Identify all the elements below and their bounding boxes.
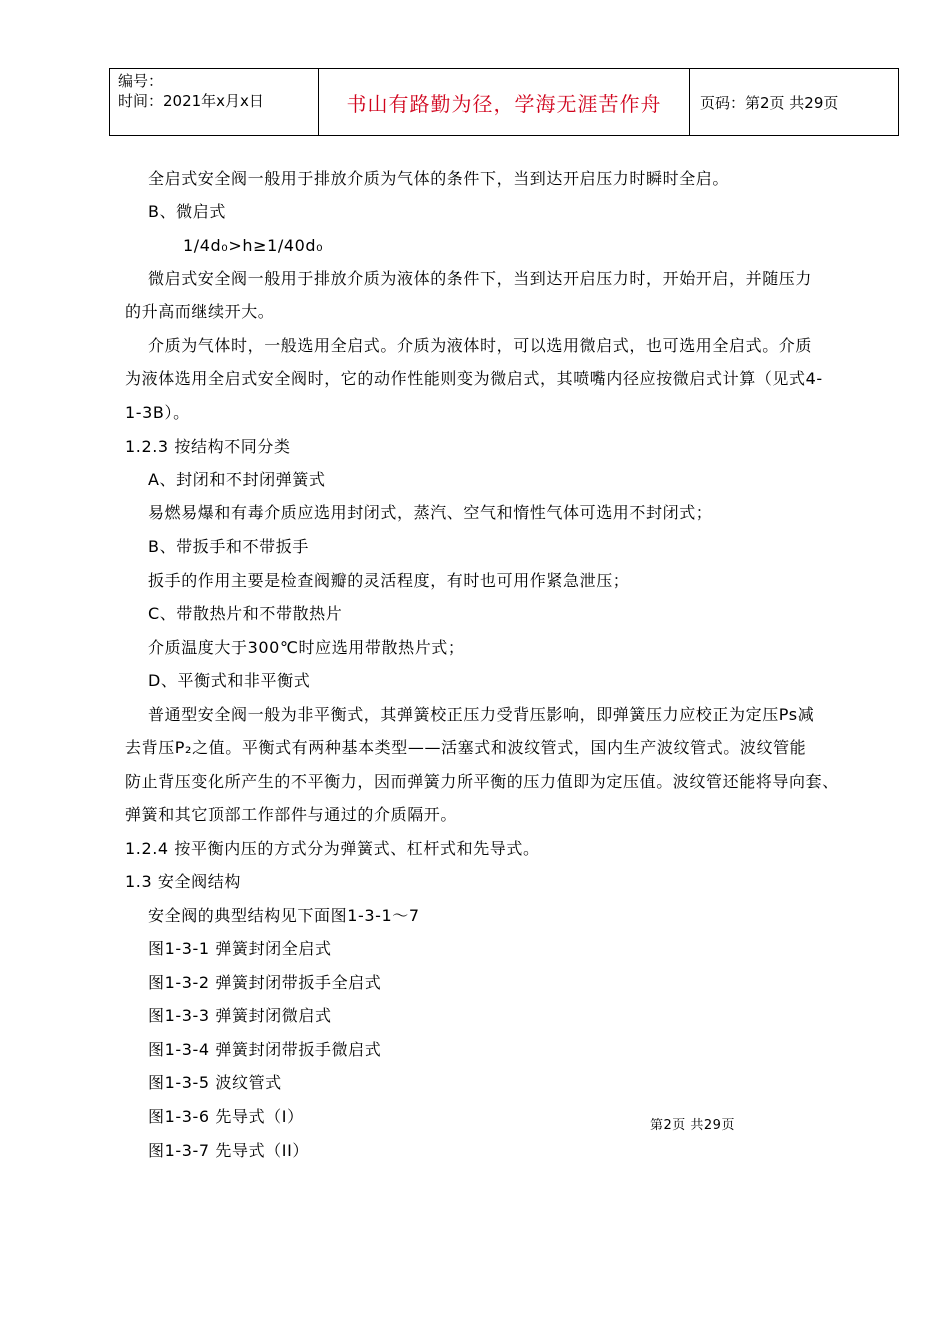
section-heading: B、微启式 — [148, 202, 226, 221]
page-footer: 第2页 共29页 — [650, 1118, 735, 1133]
body-line: 为液体选用全启式安全阀时，它的动作性能则变为微启式，其喷嘴内径应按微启式计算（见式4- — [125, 369, 823, 388]
body-line: 介质为气体时，一般选用全启式。介质为液体时，可以选用微启式，也可选用全启式。介质 — [148, 336, 813, 355]
body-line: 微启式安全阀一般用于排放介质为液体的条件下，当到达开启压力时，开始开启，并随压力 — [148, 269, 813, 288]
body-line: 的升高而继续开大。 — [125, 302, 275, 321]
body-line: 介质温度大于300℃时应选用带散热片式； — [148, 638, 465, 657]
document-number-label: 编号： — [118, 72, 164, 90]
section-heading: 1.3 安全阀结构 — [125, 872, 241, 891]
section-heading: B、带扳手和不带扳手 — [148, 537, 309, 556]
body-line: 普通型安全阀一般为非平衡式，其弹簧校正压力受背压影响，即弹簧压力应校正为定压Ps减 — [148, 705, 815, 724]
body-line: 安全阀的典型结构见下面图1-3-1～7 — [148, 906, 420, 925]
section-heading: 1.2.4 按平衡内压的方式分为弹簧式、杠杆式和先导式。 — [125, 839, 540, 858]
header-table — [109, 68, 899, 136]
section-heading: D、平衡式和非平衡式 — [148, 671, 311, 690]
body-line: 弹簧和其它顶部工作部件与通过的介质隔开。 — [125, 805, 458, 824]
figure-caption: 图1-3-4 弹簧封闭带扳手微启式 — [148, 1040, 382, 1059]
figure-caption: 图1-3-7 先导式（II） — [148, 1141, 310, 1160]
body-line: 防止背压变化所产生的不平衡力，因而弹簧力所平衡的压力值即为定压值。波纹管还能将导向套、 — [125, 772, 839, 791]
document-date: 时间：2021年x月x日 — [118, 92, 264, 110]
formula-line: 1/4d₀>h≥1/40d₀ — [183, 236, 324, 255]
body-line: 易燃易爆和有毒介质应选用封闭式，蒸汽、空气和惰性气体可选用不封闭式； — [148, 503, 713, 522]
body-line: 扳手的作用主要是检查阀瓣的灵活程度，有时也可用作紧急泄压； — [148, 571, 630, 590]
body-line: 全启式安全阀一般用于排放介质为气体的条件下，当到达开启压力时瞬时全启。 — [148, 169, 730, 188]
figure-caption: 图1-3-1 弹簧封闭全启式 — [148, 939, 332, 958]
figure-caption: 图1-3-6 先导式（I） — [148, 1107, 304, 1126]
figure-caption: 图1-3-5 波纹管式 — [148, 1073, 282, 1092]
figure-caption: 图1-3-3 弹簧封闭微启式 — [148, 1006, 332, 1025]
section-heading: 1.2.3 按结构不同分类 — [125, 437, 291, 456]
figure-caption: 图1-3-2 弹簧封闭带扳手全启式 — [148, 973, 382, 992]
header-meta — [110, 69, 319, 136]
section-heading: A、封闭和不封闭弹簧式 — [148, 470, 326, 489]
body-line: 1-3B）。 — [125, 403, 190, 422]
header-page-info: 页码：第2页 共29页 — [690, 69, 899, 136]
body-line: 去背压P₂之值。平衡式有两种基本类型——活塞式和波纹管式，国内生产波纹管式。波纹管能 — [125, 738, 807, 757]
section-heading: C、带散热片和不带散热片 — [148, 604, 343, 623]
header-motto: 书山有路勤为径，学海无涯苦作舟 — [319, 69, 690, 136]
